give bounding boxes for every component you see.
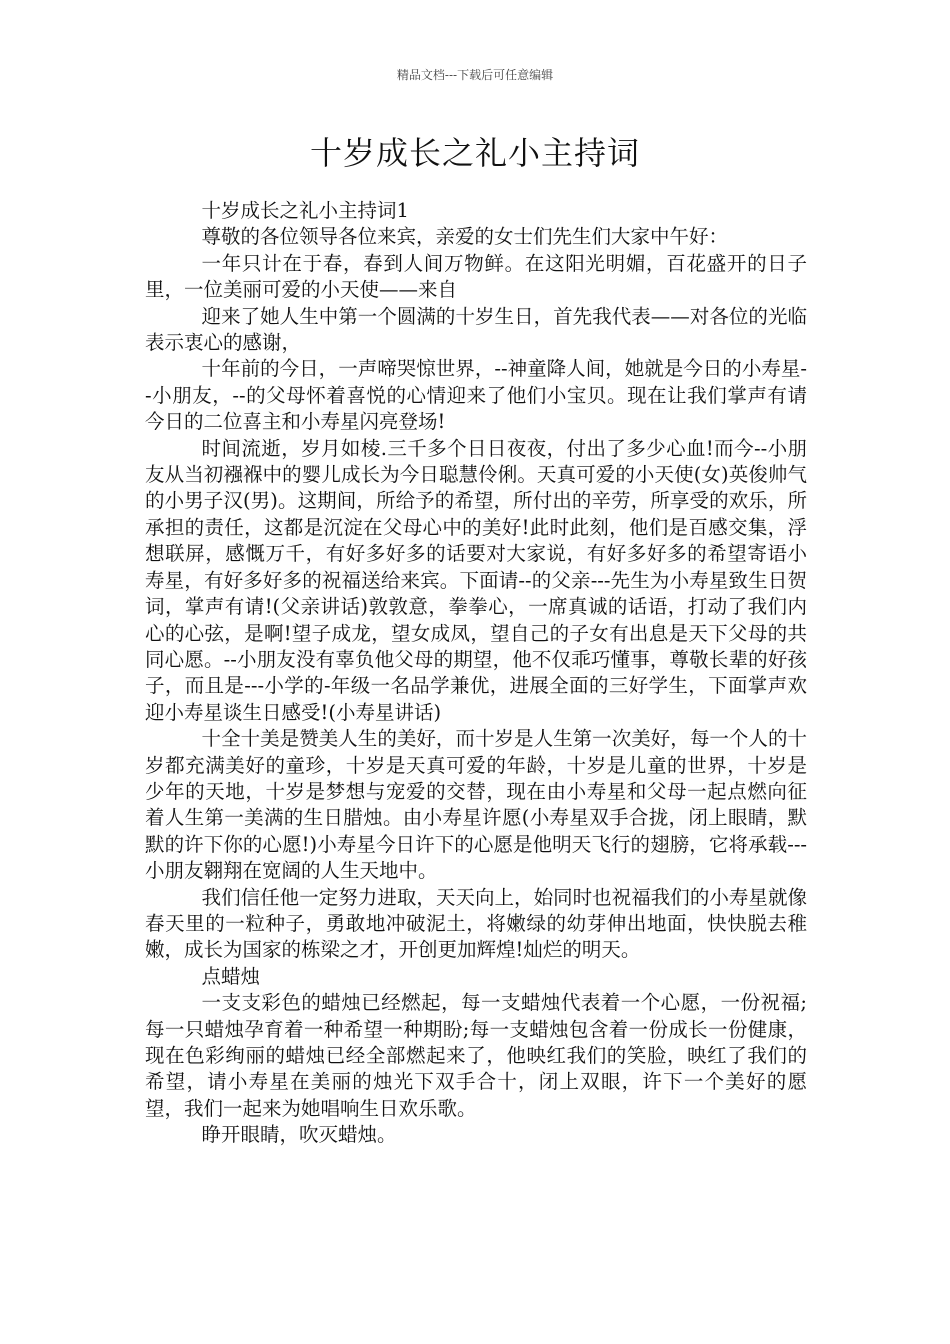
paragraph: 十年前的今日，一声啼哭惊世界，--神童降人间，她就是今日的小寿星--小朋友，--的父母怀着喜悦的心情迎来了他们小宝贝。现在让我们掌声有请今日的二位喜主和小寿星闪亮登场!: [145, 357, 807, 434]
paragraph: 十全十美是赞美人生的美好，而十岁是人生第一次美好，每一个人的十岁都充满美好的童珍，十岁是天真可爱的年龄，十岁是儿童的世界，十岁是少年的天地，十岁是梦想与宠爱的交替，现在由小寿星和父母一起点燃向征着人生第一美满的生日腊烛。由小寿星许愿(小寿星双手合拢，闭上眼睛，默默的许下你的心愿!)小寿星今日许下的心愿是他明天飞行的翅膀，它将承载---小朋友翱翔在宽阔的人生天地中。: [145, 727, 807, 883]
paragraph: 一支支彩色的蜡烛已经燃起，每一支蜡烛代表着一个心愿，一份祝福;每一只蜡烛孕育着一种希望一种期盼;每一支蜡烛包含着一份成长一份健康，现在色彩绚丽的蜡烛已经全部燃起来了，他映红我们的笑脸，映红了我们的希望，请小寿星在美丽的烛光下双手合十，闭上双眼，许下一个美好的愿望，我们一起来为她唱响生日欢乐歌。: [145, 991, 807, 1120]
paragraph: 我们信任他一定努力进取，天天向上，始同时也祝福我们的小寿星就像春天里的一粒种子，勇敢地冲破泥土，将嫩绿的幼芽伸出地面，快快脱去稚嫩，成长为国家的栋梁之才，开创更加辉煌!灿烂的明天。: [145, 885, 807, 962]
paragraph: 十岁成长之礼小主持词1: [201, 199, 409, 222]
paragraph: 尊敬的各位领导各位来宾，亲爱的女士们先生们大家中午好：: [201, 225, 729, 249]
document-body: [145, 198, 807, 1149]
page-header: 精品文档---下载后可任意编辑: [396, 68, 554, 82]
paragraph: 迎来了她人生中第一个圆满的十岁生日，首先我代表——对各位的光临表示衷心的感谢，: [145, 304, 807, 355]
paragraph: 点蜡烛: [201, 964, 261, 988]
paragraph: 睁开眼睛，吹灭蜡烛。: [201, 1123, 397, 1147]
paragraph: 时间流逝，岁月如棱.三千多个日日夜夜，付出了多少心血!而今--小朋友从当初襁褓中的婴儿成长为今日聪慧伶俐。天真可爱的小天使(女)英俊帅气的小男子汉(男)。这期间，所给予的希望，所付出的辛劳，所享受的欢乐，所承担的责任，这都是沉淀在父母心中的美好!此时此刻，他们是百感交集，浮想联屏，感慨万千，有好多好多的话要对大家说，有好多好多的希望寄语小寿星，有好多好多的祝福送给来宾。下面请--的父亲---先生为小寿星致生日贺词，掌声有请!(父亲讲话)敦敦意，拳拳心，一席真诚的话语，打动了我们内心的心弦，是啊!望子成龙，望女成凤，望自己的子女有出息是天下父母的共同心愿。--小朋友没有辜负他父母的期望，他不仅乖巧懂事，尊敬长辈的好孩子，而且是---小学的-年级一名品学兼优，进展全面的三好学生，下面掌声欢迎小寿星谈生日感受!(小寿星讲话): [145, 436, 807, 724]
document-title: 十岁成长之礼小主持词: [309, 134, 640, 172]
paragraph: 一年只计在于春，春到人间万物鲜。在这阳光明媚，百花盛开的日子里，一位美丽可爱的小天使——来自: [145, 251, 807, 302]
